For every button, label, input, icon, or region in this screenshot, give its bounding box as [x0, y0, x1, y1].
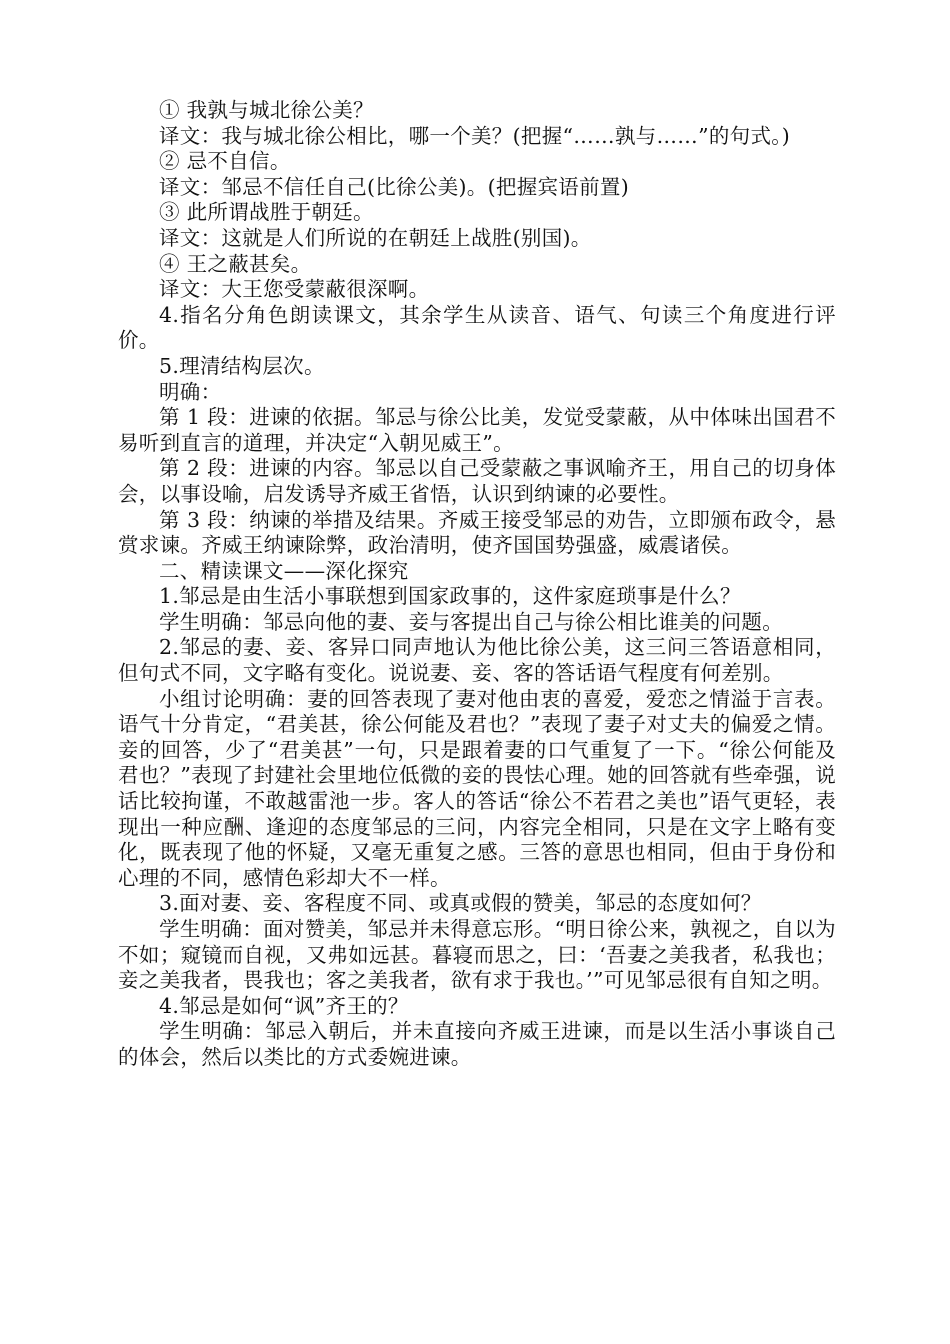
translation-item-3: ③ 此所谓战胜于朝廷。: [159, 200, 374, 225]
step-4-reading: 4.指名分角色朗读课文，其余学生从读音、语气、句读三个角度进行评价。: [118, 302, 836, 353]
question-3: 3.面对妻、妾、客程度不同、或真或假的赞美，邹忌的态度如何？: [159, 891, 762, 916]
translation-text-1: 译文：我与城北徐公相比，哪一个美？(把握“……孰与……”的句式。): [159, 123, 791, 148]
translation-item-1: ① 我孰与城北徐公美？: [159, 98, 374, 122]
question-4: 4.邹忌是如何“讽”齐王的？: [159, 993, 409, 1018]
translation-text-3: 译文：这就是人们所说的在朝廷上战胜(别国)。: [159, 225, 592, 250]
question-2: 2.邹忌的妻、妾、客异口同声地认为他比徐公美，这三问三答语意相同，但句式不同，文字略有变化。说说妻、妾、客的答话语气程度有何差别。: [118, 635, 836, 686]
section-paragraph-1: 第 1 段：进谏的依据。邹忌与徐公比美，发觉受蒙蔽，从中体味出国君不易听到直言的道理，并决定“入朝见威王”。: [118, 405, 836, 455]
question-1: 1.邹忌是由生活小事联想到国家政事的，这件家庭琐事是什么？: [159, 584, 741, 609]
section-paragraph-2: 第 2 段：进谏的内容。邹忌以自己受蒙蔽之事讽喻齐王，用自己的切身体会，以事设喻，启发诱导齐威王省悟，认识到纳谏的必要性。: [118, 456, 836, 506]
translation-item-2: ② 忌不自信。: [159, 149, 291, 174]
section-paragraph-3: 第 3 段：纳谏的举措及结果。齐威王接受邹忌的劝告，立即颁布政令，悬赏求谏。齐威王纳谏除弊，政治清明，使齐国国势强盛，威震诸侯。: [118, 507, 836, 558]
answer-1: 学生明确：邹忌向他的妻、妾与客提出自己与徐公相比谁美的问题。: [159, 609, 783, 634]
clarify-label: 明确：: [159, 379, 222, 404]
translation-item-4: ④ 王之蔽甚矣。: [159, 251, 312, 276]
answer-3: 学生明确：面对赞美，邹忌并未得意忘形。“明日徐公来，孰视之，自以为不如；窥镜而自视，又弗如远甚。暮寝而思之，曰：‘吾妻之美我者，私我也；妾之美我者，畏我也；客之美我者，欲有求于我也。’”可见邹忌很有自知之明。: [118, 917, 836, 993]
translation-text-2: 译文：邹忌不信任自己(比徐公美)。(把握宾语前置): [159, 174, 629, 199]
translation-text-4: 译文：大王您受蒙蔽很深啊。: [159, 277, 430, 302]
step-5-structure: 5.理清结构层次。: [159, 353, 325, 378]
answer-4: 学生明确：邹忌入朝后，并未直接向齐威王进谏，而是以生活小事谈自己的体会，然后以类比的方式委婉进谏。: [118, 1019, 836, 1069]
section-heading-intensive-reading: 二、精读课文——深化探究: [159, 558, 409, 583]
document-body: [118, 98, 836, 1071]
answer-2: 小组讨论明确：妻的回答表现了妻对他由衷的喜爱，爱恋之情溢于言表。语气十分肯定，“君美甚，徐公何能及君也？”表现了妻子对丈夫的偏爱之情。妾的回答，少了“君美甚”一句，只是跟着妻的口气重复了一下。“徐公何能及君也？”表现了封建社会里地位低微的妾的畏怯心理。她的回答就有些牵强，说话比较拘谨，不敢越雷池一步。客人的答话“徐公不若君之美也”语气更轻，表现出一种应酬、逢迎的态度邹忌的三问，内容完全相同，只是在文字上略有变化，既表现了他的怀疑，又毫无重复之感。三答的意思也相同，但由于身份和心理的不同，感情色彩却大不一样。: [118, 686, 836, 890]
